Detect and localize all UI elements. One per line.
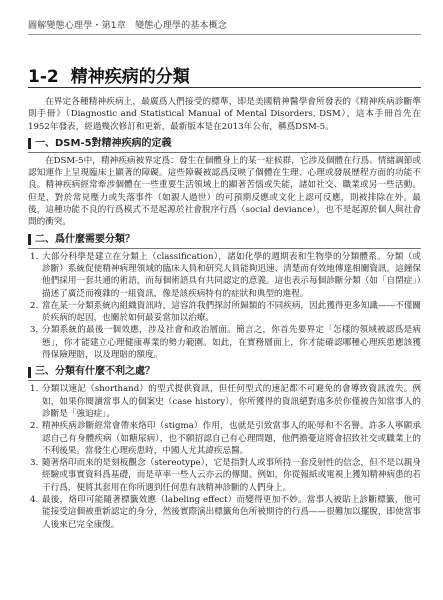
list-item: 2. 當在某一分類系統內組織資訊時，這容許我們探討所歸類的不同疾病，因此獲得更多知識——不僅關於疾病的起因，也關於如何最妥當加以治療。 — [30, 300, 421, 324]
list-item: 1. 分類以速記（shorthand）的型式提供資訊，但任何型式的速記都不可避免的會導致資訊流失。例如，如果你閱讀當事人的個案史（case history），你所獲得的資訊絕對遠多於你僅被告知當事人的診斷是「強迫症」。 — [30, 384, 421, 419]
header-divider — [28, 34, 421, 35]
page-body — [28, 96, 421, 531]
title-divider — [28, 87, 421, 88]
subheading-why-classify-text: 二、爲什麼需要分類？ — [35, 233, 135, 245]
section-title — [28, 62, 190, 87]
section-number: 1-2 — [28, 67, 59, 87]
list-item: 4. 最後，烙印可能隨著標籤效應（labeling effect）而變得更加不妙。當事人被貼上診斷標籤，他可能接受這個被重新認定的身分，然後實際演出標籤角色所被期待的行爲——很難加以擺脫，即使當事人後來已完全康復。 — [30, 495, 421, 530]
subheading-marker — [28, 234, 31, 245]
running-header: 圖解變態心理學・第1章 變態心理學的基本概念 — [28, 21, 228, 31]
section-heading: 精神疾病的分類 — [70, 67, 190, 87]
drawbacks-list — [28, 383, 421, 531]
list-item: 1. 大部分科學是建立在分類上（classification），諸如化學的週期表和生物學的分類體系。分類（或診斷）系統促使精神病理領域的臨床人員和研究人員能夠迅速、清楚而有效地傳達相關資訊。這鐘保他們採用一套共通的術語，而每個術語具有共同認定的意義。這也表示每個診斷分類（如「自閉症」）描述了廣泛而複雜的一組資訊，像是該疾病特有的症狀和典型的進程。 — [30, 251, 421, 299]
list-item: 3. 分類系統的最後一個效應，涉及社會和政治層面。簡言之，你首先要界定「怎樣的領域被認爲是病態」，你才能建立心理健康專業的勢力範圍。如此，在實務層面上，你才能確認哪種心理疾患應該獲得保險理賠，以及理賠的額度。 — [30, 325, 421, 361]
intro-paragraph: 在界定各種精神疾病上，最廣爲人們接受的標準，即是美國精神醫學會所發表的《精神疾病診斷準則手冊》（Diagnostic and Statistical Manual of Mental Disorders, DSM），這本手冊首先在1952年發表，經過幾次修訂和更新，最新版本是在2013年公布，稱爲DSM-5。 — [28, 97, 421, 132]
subheading-why-classify — [28, 233, 421, 249]
list-item: 2. 精神疾病診斷經常會帶來烙印（stigma）作用，也就是引致當事人的恥辱和不名譽。許多人寧願承認自己有身體疾病（如糖尿病），也不願招認自己有心理問題，他們擔憂這將會招致社交或職業上的不利後果。當發生心理疾患時，中國人尤其諱疾忌醫。 — [30, 421, 421, 456]
definition-paragraph: 在DSM-5中，精神疾病被界定爲：發生在個體身上的某一症候群，它涉及個體在行爲、情緒調節或認知運作上呈現臨床上顯著的障礙。這些障礙被認爲反映了個體在生理、心理或發展歷程方面的功能不良。精神疾病經常牽涉個體在一些重要生活領域上的顯著苦惱或失能，諸如社交、職業或另一些活動。但是，對於常見壓力或失落事件（如親人過世）的可預期反應或文化上認可反應，則被排除在外。最後，這種功能不良的行爲模式不是起源於社會脫序行爲（social deviance），也不是起源於個人與社會間的衝突。 — [28, 155, 421, 228]
subheading-drawbacks-text: 三、分類有什麼不利之處？ — [35, 366, 155, 378]
subheading-drawbacks — [28, 365, 421, 381]
subheading-definition — [28, 137, 421, 153]
why-classify-list — [28, 251, 421, 362]
subheading-definition-text: 一、DSM-5對精神疾病的定義 — [35, 137, 172, 149]
subheading-marker — [28, 138, 31, 149]
list-item: 3. 隨著烙印而來的是刻板觀念（stereotype），它是指對人或事所持一套反射性的信念，但不是以親身經驗或事實資料爲基礎，而是草率一些人云亦云的傳聞。例如，你從報紙或電視上獲知精神病患的若干行爲，便將其套用在你所遇到任何患有該精神診斷的人們身上。 — [30, 458, 421, 493]
subheading-marker — [28, 367, 31, 378]
